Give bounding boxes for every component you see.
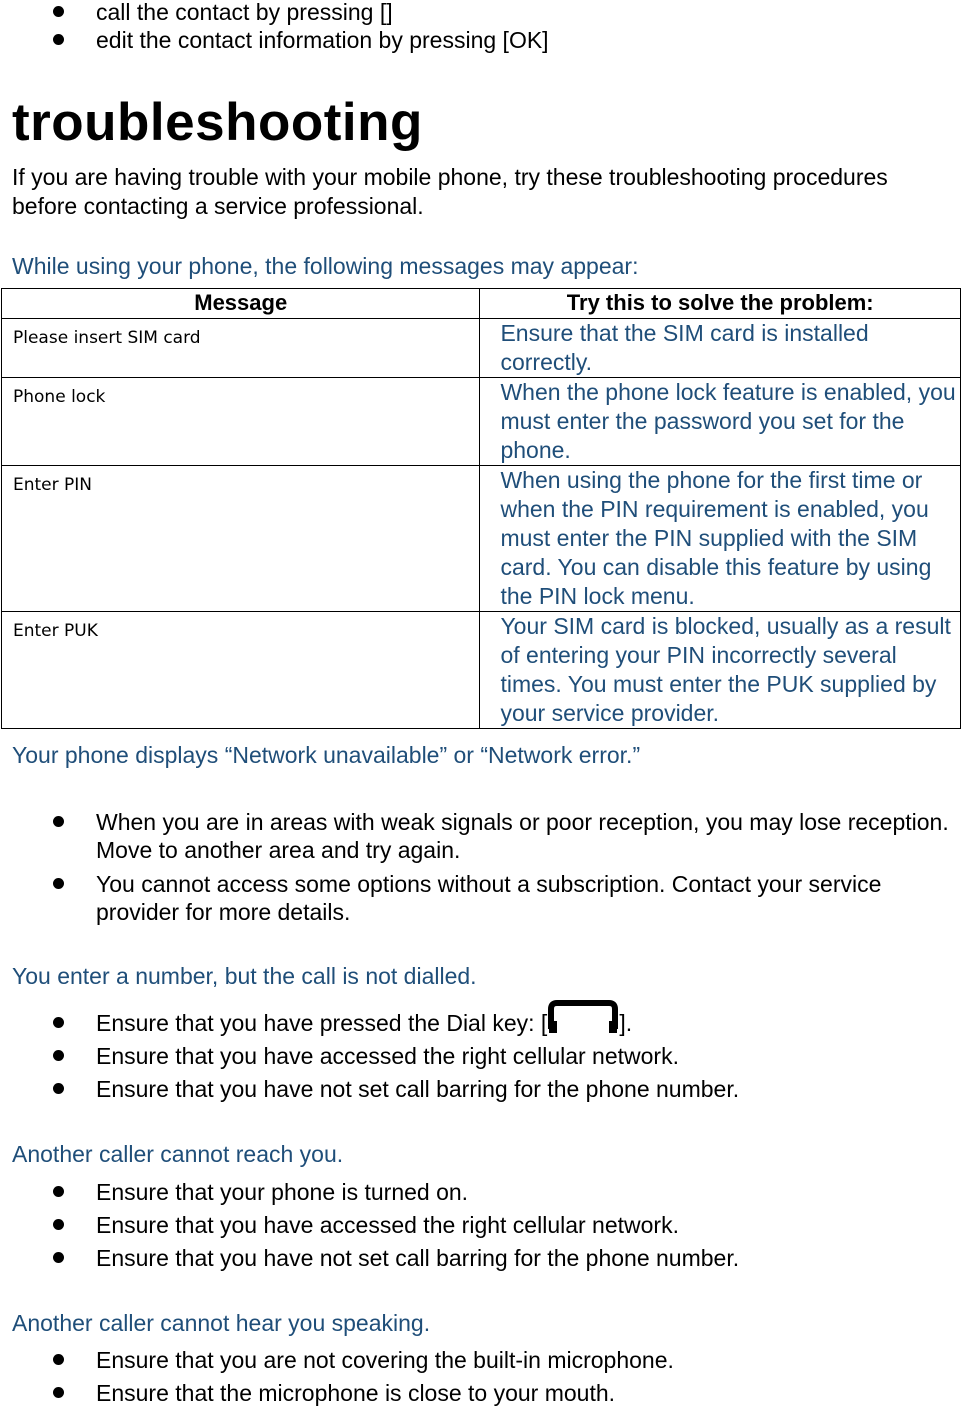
- bullet-icon: [53, 1186, 64, 1197]
- table-row: [2, 319, 961, 378]
- column-header-solution: Try this to solve the problem:: [480, 289, 961, 319]
- bullet-text: Ensure that you are not covering the built-in microphone.: [96, 1347, 674, 1373]
- dial-tips-list: [0, 1009, 962, 1103]
- bullet-icon: [53, 34, 64, 45]
- list-item: [0, 1346, 962, 1374]
- bullet-text-suffix: ].: [619, 1010, 633, 1036]
- dial-key-icon: [547, 1009, 619, 1035]
- list-item: [0, 0, 962, 26]
- column-header-message: Message: [2, 289, 480, 319]
- solution-cell: Your SIM card is blocked, usually as a result of entering your PIN incorrectly several times. You must enter the PUK supplied by your service provider.: [480, 612, 961, 729]
- list-item: [0, 1379, 962, 1407]
- bullet-icon: [53, 1083, 64, 1094]
- network-section-title: Your phone displays “Network unavailable” or “Network error.”: [12, 742, 641, 768]
- bullet-text: Ensure that you have accessed the right cellular network.: [96, 1043, 679, 1069]
- solution-cell: Ensure that the SIM card is installed correctly.: [480, 319, 961, 378]
- page-title: troubleshooting: [12, 93, 423, 152]
- bullet-text: When you are in areas with weak signals or poor reception, you may lose reception. Move to another area and try again.: [96, 809, 949, 863]
- bullet-text: Ensure that you have not set call barring for the phone number.: [96, 1245, 740, 1271]
- bullet-icon: [53, 1017, 64, 1028]
- reach-section-title: Another caller cannot reach you.: [12, 1141, 344, 1167]
- network-tips-list: [0, 808, 962, 926]
- table-row: [2, 466, 961, 612]
- message-cell: Enter PUK: [2, 612, 480, 729]
- reach-tips-list: [0, 1178, 962, 1272]
- messages-section-title: While using your phone, the following messages may appear:: [12, 253, 639, 279]
- intro-paragraph: If you are having trouble with your mobile phone, try these troubleshooting procedures before contacting a service professional.: [12, 164, 888, 219]
- bullet-icon: [53, 1354, 64, 1365]
- bullet-text: You cannot access some options without a subscription. Contact your service provider for more details.: [96, 871, 882, 925]
- message-cell: Please insert SIM card: [2, 319, 480, 378]
- list-item: [0, 870, 962, 926]
- list-item: [0, 1009, 962, 1037]
- solution-cell: When using the phone for the first time or when the PIN requirement is enabled, you must enter the PIN supplied with the SIM card. You can disable this feature by using the PIN lock menu.: [480, 466, 961, 612]
- hear-tips-list: [0, 1346, 962, 1407]
- list-item: [0, 808, 962, 864]
- message-cell: Phone lock: [2, 378, 480, 466]
- bullet-icon: [53, 6, 64, 17]
- bullet-text: edit the contact information by pressing [OK]: [96, 27, 549, 53]
- message-cell: Enter PIN: [2, 466, 480, 612]
- contact-actions-list: [0, 0, 962, 54]
- list-item: [0, 1075, 962, 1103]
- table-row: [2, 612, 961, 729]
- messages-table: [1, 288, 961, 729]
- list-item: [0, 1211, 962, 1239]
- bullet-text: Ensure that you have not set call barring for the phone number.: [96, 1076, 740, 1102]
- bullet-text: call the contact by pressing []: [96, 0, 393, 25]
- bullet-icon: [53, 878, 64, 889]
- bullet-text: Ensure that you have pressed the Dial key: [: [96, 1010, 548, 1036]
- hear-section-title: Another caller cannot hear you speaking.: [12, 1310, 431, 1336]
- dial-section-title: You enter a number, but the call is not dialled.: [12, 963, 477, 989]
- bullet-icon: [53, 816, 64, 827]
- bullet-icon: [53, 1219, 64, 1230]
- table-row: [2, 378, 961, 466]
- bullet-icon: [53, 1050, 64, 1061]
- bullet-text: Ensure that the microphone is close to your mouth.: [96, 1380, 616, 1406]
- list-item: [0, 1042, 962, 1070]
- bullet-text: Ensure that you have accessed the right cellular network.: [96, 1212, 679, 1238]
- bullet-icon: [53, 1252, 64, 1263]
- solution-cell: When the phone lock feature is enabled, you must enter the password you set for the phone.: [480, 378, 961, 466]
- bullet-text: Ensure that your phone is turned on.: [96, 1179, 469, 1205]
- list-item: [0, 1178, 962, 1206]
- table-header-row: [2, 289, 961, 319]
- bullet-icon: [53, 1387, 64, 1398]
- list-item: [0, 1244, 962, 1272]
- list-item: [0, 26, 962, 54]
